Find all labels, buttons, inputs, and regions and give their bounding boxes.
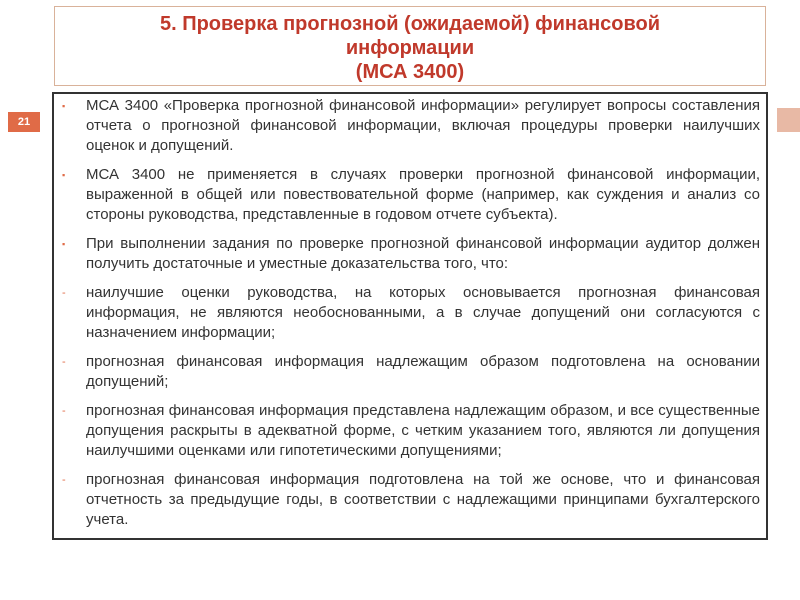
list-item-text: прогнозная финансовая информация подготовлена на той же основе, что и финансовая отчетность за предыдущие годы, в соответствии с надлежащими принципами бухгалтерского учета. <box>86 471 760 528</box>
dash-icon: - <box>62 356 66 368</box>
list-item-text: МСА 3400 «Проверка прогнозной финансовой информации» регулирует вопросы составления отчета о прогнозной финансовой информации, включая процедуры проверки наилучших оценок и допущений. <box>86 97 760 154</box>
list-item <box>56 401 760 461</box>
dash-icon: - <box>62 287 66 299</box>
bullet-icon: ▪ <box>62 170 66 180</box>
slide-title <box>54 6 766 86</box>
bullet-icon: ▪ <box>62 239 66 249</box>
content-list <box>56 96 760 539</box>
list-item <box>56 234 760 274</box>
title-line-3: (МСА 3400) <box>355 61 465 83</box>
slide-number: 21 <box>8 112 40 132</box>
list-item-text: прогнозная финансовая информация надлежащим образом подготовлена на основании допущений; <box>86 353 760 390</box>
dash-icon: - <box>62 474 66 486</box>
dash-icon: - <box>62 405 66 417</box>
list-item <box>56 165 760 225</box>
list-item-text: МСА 3400 не применяется в случаях проверки прогнозной финансовой информации, выраженной в общей или повествовательной форме (например, как суждения и анализ со стороны руководства, представленные в годовом отчете субъекта). <box>86 166 760 223</box>
title-line-2: информации <box>345 37 475 59</box>
list-item <box>56 283 760 343</box>
list-item <box>56 352 760 392</box>
title-line-1: 5. Проверка прогнозной (ожидаемой) финансовой <box>159 13 661 35</box>
list-item-text: При выполнении задания по проверке прогнозной финансовой информации аудитор должен получить достаточные и уместные доказательства того, что: <box>86 235 760 272</box>
decorative-bar <box>777 108 800 132</box>
list-item <box>56 96 760 156</box>
list-item <box>56 470 760 530</box>
list-item-text: наилучшие оценки руководства, на которых основывается прогнозная финансовая информация, не являются необоснованными, а в случае допущений они согласуются с назначением информации; <box>86 284 760 341</box>
bullet-icon: ▪ <box>62 101 66 111</box>
list-item-text: прогнозная финансовая информация представлена надлежащим образом, и все существенные допущения раскрыты в адекватной форме, с четким указанием того, являются ли допущения наилучшими оценками или гипотетическими допущениями; <box>86 402 760 459</box>
